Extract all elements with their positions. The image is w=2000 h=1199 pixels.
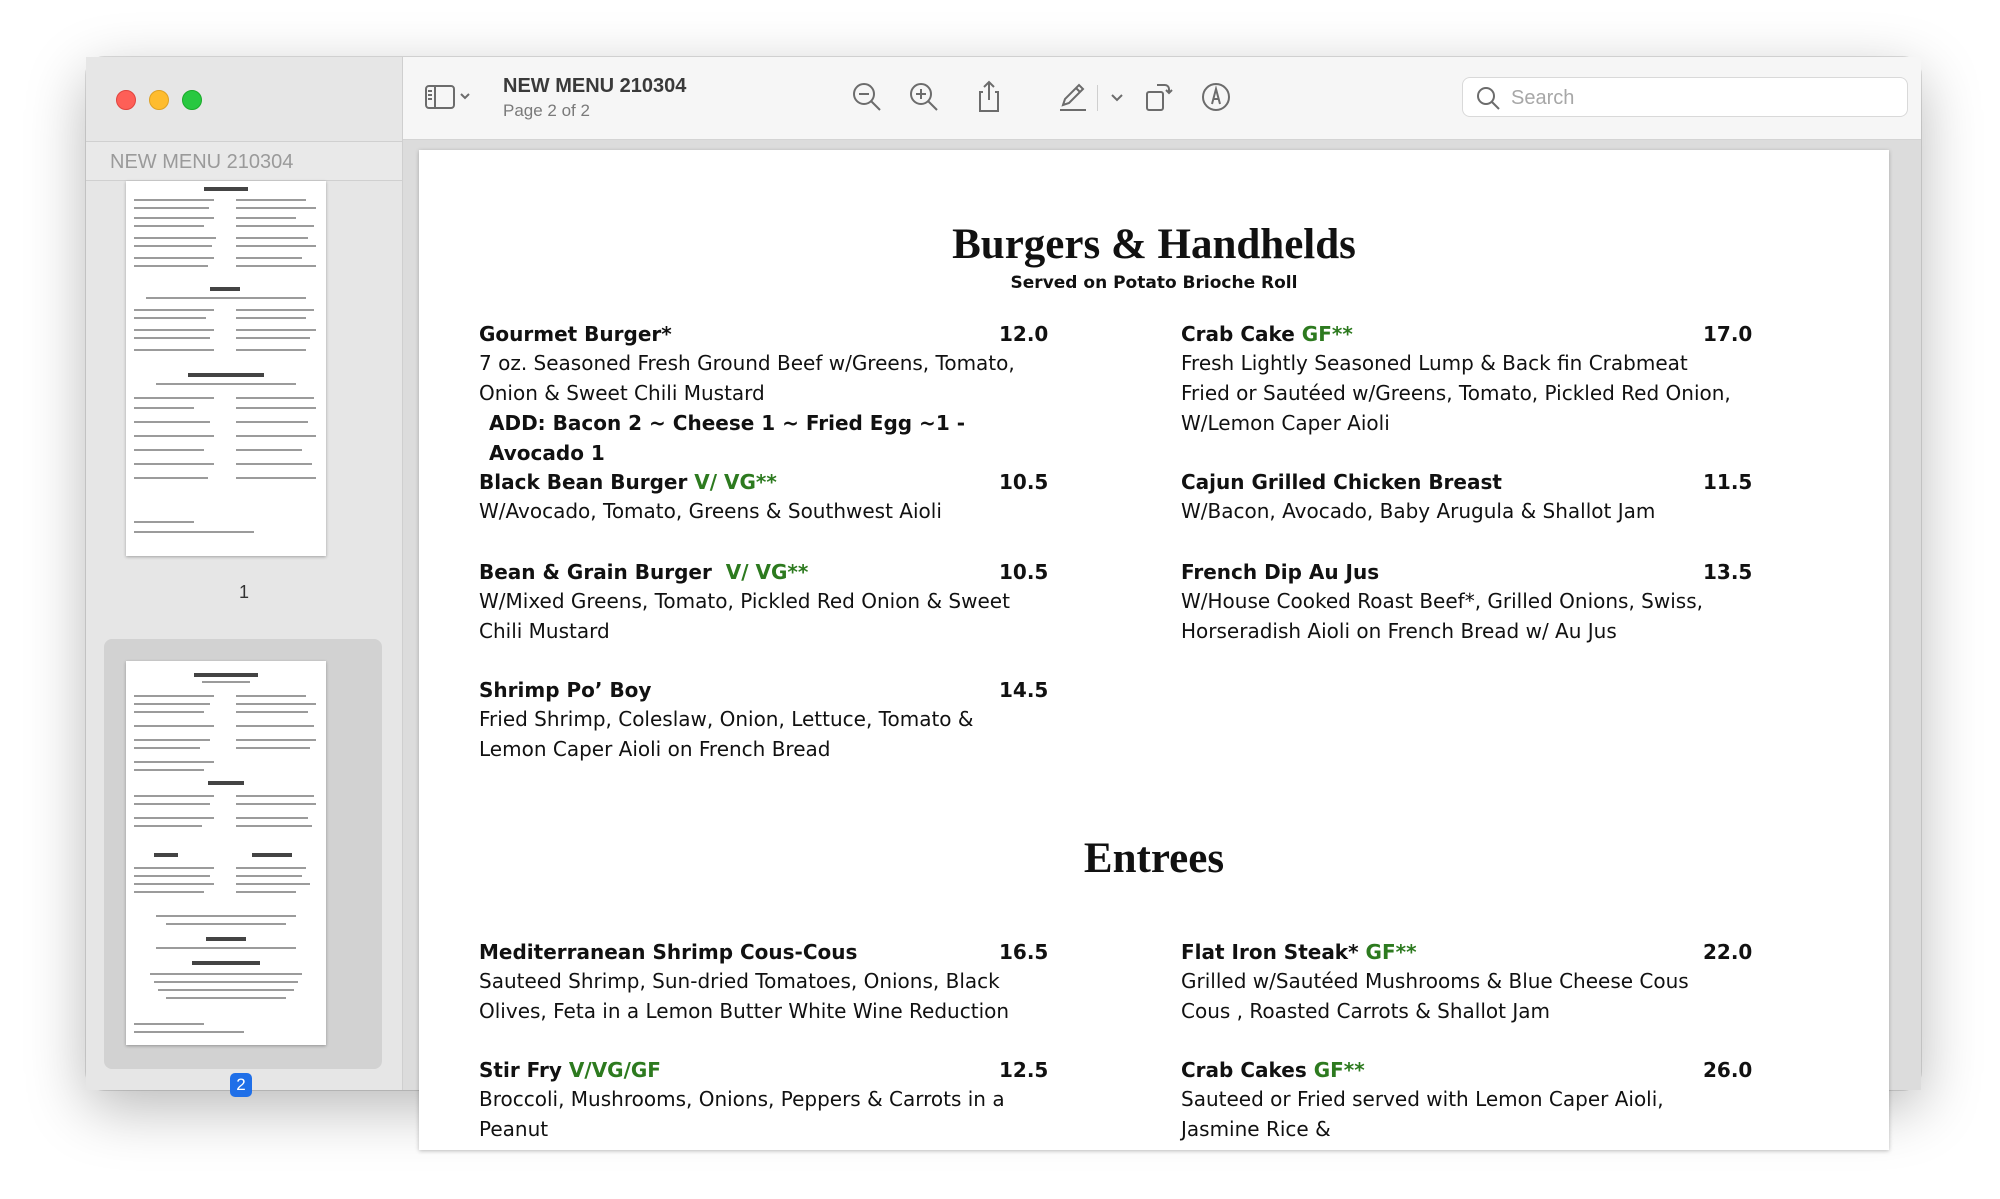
dietary-tag: V/VG/GF (568, 1058, 661, 1082)
markup-menu-chevron-down-icon[interactable] (1105, 79, 1129, 115)
menu-item-description: W/Mixed Greens, Tomato, Pickled Red Onion & Sweet Chili Mustard (479, 589, 1010, 643)
menu-item (1181, 1058, 1753, 1144)
menu-item (479, 1058, 1049, 1144)
dietary-tag: V/ VG** (725, 560, 809, 584)
page-thumbnail-2[interactable] (126, 661, 326, 1045)
menu-item-price: 13.5 (1703, 560, 1753, 584)
dietary-tag: V/ VG** (694, 470, 777, 494)
menu-item-price: 26.0 (1703, 1058, 1753, 1082)
menu-item-description: 7 oz. Seasoned Fresh Ground Beef w/Greens, Tomato, Onion & Sweet Chili Mustard (479, 351, 1015, 405)
menu-item-description: Sauteed Shrimp, Sun-dried Tomatoes, Onions, Black Olives, Feta in a Lemon Butter White Wine Reduction (479, 969, 1010, 1023)
page-thumbnail-label-1: 1 (238, 582, 249, 602)
rotate-icon[interactable] (1141, 79, 1177, 115)
zoom-out-icon[interactable] (849, 79, 885, 115)
menu-item-description: Broccoli, Mushrooms, Onions, Peppers & Carrots in a Peanut (479, 1087, 1005, 1141)
menu-item-price: 11.5 (1703, 470, 1753, 494)
menu-item-price: 12.0 (999, 322, 1049, 346)
menu-item (1181, 940, 1753, 1026)
sidebar-document-title: NEW MENU 210304 (86, 141, 402, 181)
menu-item (479, 560, 1049, 646)
menu-item-name: Stir Fry V/VG/GF (479, 1058, 661, 1082)
menu-item-name: Crab Cake GF** (1181, 322, 1353, 346)
menu-item-description: W/Avocado, Tomato, Greens & Southwest Aioli (479, 499, 942, 523)
menu-item-name: Gourmet Burger* (479, 322, 672, 346)
menu-item (479, 470, 1049, 526)
menu-item-price: 12.5 (999, 1058, 1049, 1082)
menu-item-name: Crab Cakes GF** (1181, 1058, 1365, 1082)
menu-item-name: Cajun Grilled Chicken Breast (1181, 470, 1502, 494)
dietary-tag: GF** (1313, 1058, 1365, 1082)
window-controls (116, 90, 202, 110)
menu-item-description: Sauteed or Fried served with Lemon Caper Aioli, Jasmine Rice & (1181, 1087, 1664, 1141)
menu-item-price: 17.0 (1703, 322, 1753, 346)
menu-item-name: Bean & Grain Burger V/ VG** (479, 560, 809, 584)
search-input[interactable] (1509, 82, 1893, 114)
menu-item-name: Shrimp Po’ Boy (479, 678, 652, 702)
share-icon[interactable] (971, 79, 1007, 115)
menu-item-name: Flat Iron Steak* GF** (1181, 940, 1417, 964)
document-title: NEW MENU 210304 (503, 75, 687, 97)
toolbar (403, 57, 1921, 140)
menu-item-description: W/Bacon, Avocado, Baby Arugula & Shallot Jam (1181, 499, 1656, 523)
search-field[interactable] (1462, 77, 1908, 117)
menu-item-description: Grilled w/Sautéed Mushrooms & Blue Cheese Cous Cous , Roasted Carrots & Shallot Jam (1181, 969, 1689, 1023)
thumbnail-sidebar (86, 57, 403, 1094)
menu-item-name: French Dip Au Jus (1181, 560, 1380, 584)
menu-item-description: Fried Shrimp, Coleslaw, Onion, Lettuce, Tomato & Lemon Caper Aioli on French Bread (479, 707, 974, 761)
menu-item (1181, 560, 1753, 646)
menu-item-price: 10.5 (999, 560, 1049, 584)
dietary-tag: GF** (1301, 322, 1353, 346)
menu-item-price: 16.5 (999, 940, 1049, 964)
zoom-in-icon[interactable] (906, 79, 942, 115)
section-subtitle-burgers: Served on Potato Brioche Roll (1010, 273, 1298, 293)
menu-item (479, 678, 1049, 764)
section-title-entrees: Entrees (1083, 835, 1225, 882)
menu-item-price: 22.0 (1703, 940, 1753, 964)
menu-item-name: Black Bean Burger V/ VG** (479, 470, 777, 494)
document-page (419, 150, 1889, 1150)
annotate-icon[interactable] (1198, 79, 1234, 115)
menu-item-addons: ADD: Bacon 2 ~ Cheese 1 ~ Fried Egg ~1 - Avocado 1 (489, 411, 965, 465)
page-indicator: Page 2 of 2 (503, 101, 590, 120)
document-viewer[interactable] (403, 140, 1921, 1141)
preview-window (86, 57, 1921, 1141)
menu-item (479, 322, 1049, 468)
search-icon (1475, 85, 1501, 111)
section-title-burgers: Burgers & Handhelds (952, 221, 1356, 268)
markup-pen-icon[interactable] (1055, 79, 1091, 115)
close-window-button[interactable] (116, 90, 136, 110)
dietary-tag: GF** (1365, 940, 1417, 964)
menu-item-price: 10.5 (999, 470, 1049, 494)
menu-item-price: 14.5 (999, 678, 1049, 702)
menu-item (1181, 470, 1753, 526)
minimize-window-button[interactable] (149, 90, 169, 110)
menu-item-description: Fresh Lightly Seasoned Lump & Back fin Crabmeat Fried or Sautéed w/Greens, Tomato, Pickled Red Onion, W/Lemon Caper Aioli (1181, 351, 1731, 435)
sidebar-toggle-icon[interactable] (423, 79, 475, 115)
zoom-window-button[interactable] (182, 90, 202, 110)
menu-item-name: Mediterranean Shrimp Cous-Cous (479, 940, 858, 964)
menu-item (479, 940, 1049, 1026)
menu-item-description: W/House Cooked Roast Beef*, Grilled Onions, Swiss, Horseradish Aioli on French Bread w/ Au Jus (1181, 589, 1703, 643)
page-thumbnail-label-2: 2 (230, 1073, 252, 1097)
menu-item (1181, 322, 1753, 438)
page-thumbnail-1[interactable] (126, 181, 326, 556)
